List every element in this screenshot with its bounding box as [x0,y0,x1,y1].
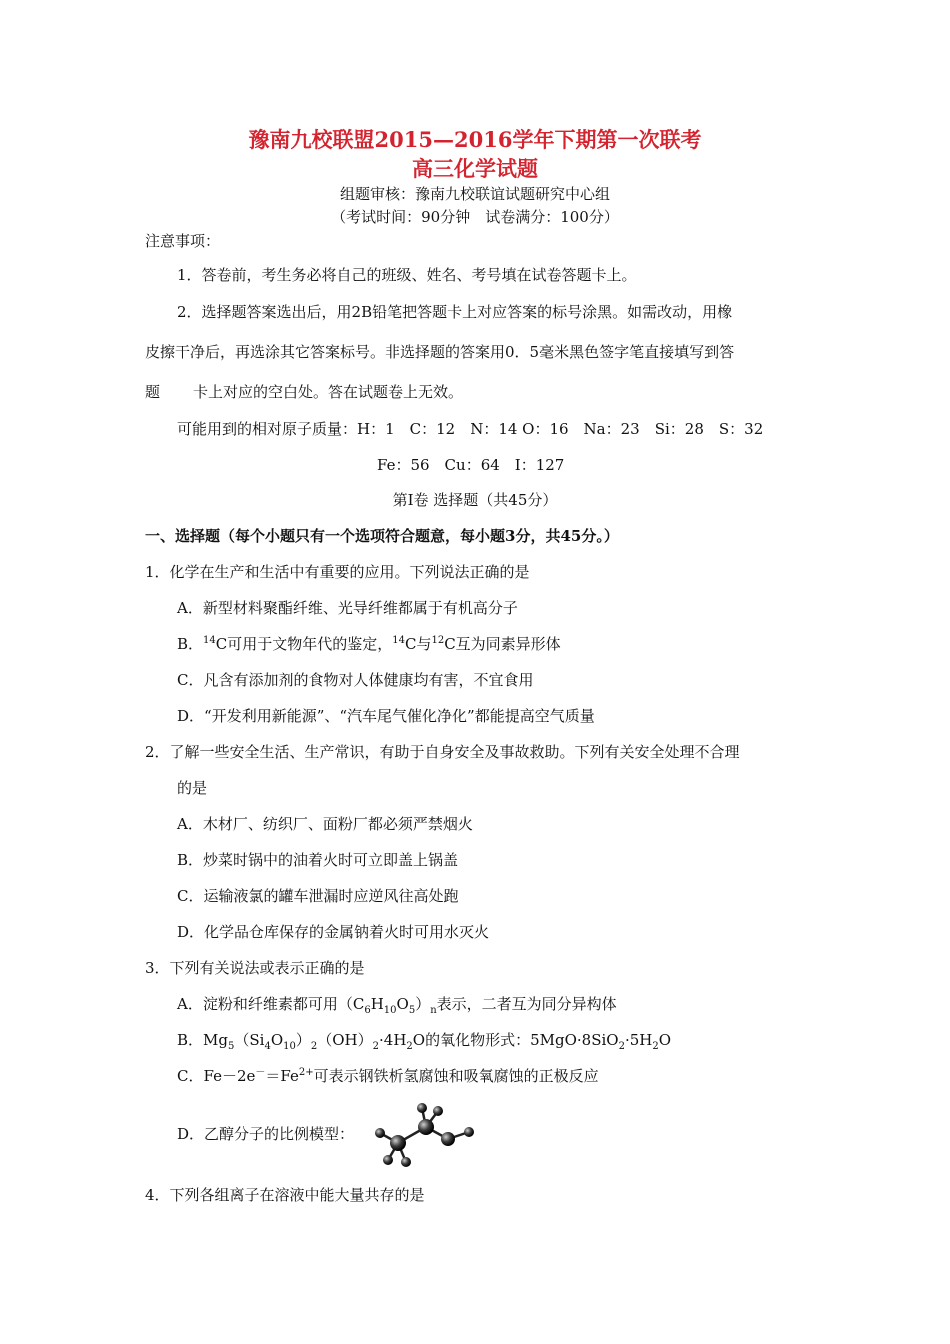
q1-option-b: B．$^{14}$C可用于文物年代的鉴定，$^{14}$C与$^{12}$C互为同素异形体 [177,635,561,653]
reviewer-line: 组题审核：豫南九校联谊试题研究中心组 [339,185,610,203]
note-2-line3b: 卡上对应的空白处。答在试题卷上无效。 [193,383,464,401]
notes-heading: 注意事项： [145,232,221,250]
exam-subtitle: 高三化学试题 [412,156,538,181]
q3-stem: 3．下列有关说法或表示正确的是 [145,959,365,977]
note-2-line3a: 题 [145,383,161,401]
q1-option-d: D．“开发利用新能源”、“汽车尾气催化净化”都能提高空气质量 [177,707,595,725]
q1-option-a: A．新型材料聚酯纤维、光导纤维都属于有机高分子 [177,599,518,617]
exam-title: 豫南九校联盟2015—2016学年下期第一次联考 [248,127,702,152]
note-1: 1．答卷前，考生务必将自己的班级、姓名、考号填在试卷答题卡上。 [177,266,637,284]
q1-option-c: C．凡含有添加剂的食物对人体健康均有害，不宜食用 [177,671,534,689]
q2-option-b: B．炒菜时锅中的油着火时可立即盖上锅盖 [177,851,459,869]
ethanol-model-figure [368,1100,480,1172]
q3-option-c: C．$Fe-2e^-=Fe^{2+}$可表示钢铁析氢腐蚀和吸氧腐蚀的正极反应 [177,1067,599,1085]
q3-option-b: B．$Mg_5(Si_4O_{10})_2(OH)_2\cdot 4H_2O$的氧化物形式：$5MgO\cdot 8SiO_2\cdot 5H_2O$ [177,1031,672,1052]
q3-option-a: A．淀粉和纤维素都可用$(C_6H_{10}O_5)_n$表示，二者互为同分异构体 [177,995,617,1016]
q4-stem: 4．下列各组离子在溶液中能大量共存的是 [145,1186,425,1204]
q3-option-d: D．乙醇分子的比例模型： [177,1125,355,1143]
bonds [380,1108,469,1162]
exam-info: （考试时间：90分钟 试卷满分：100分） [331,208,619,226]
q2-stem-line2: 的是 [177,779,208,797]
section-heading: 一、选择题（每个小题只有一个选项符合题意，每小题3分，共45分。） [145,527,619,545]
q2-option-d: D．化学品仓库保存的金属钠着火时可用水灭火 [177,923,490,941]
q2-option-c: C．运输液氯的罐车泄漏时应逆风往高处跑 [177,887,459,905]
q2-stem-line1: 2．了解一些安全生活、生产常识，有助于自身安全及事故救助。下列有关安全处理不合理 [145,743,740,761]
atomic-masses-2: Fe：56 Cu：64 I：127 [377,456,565,474]
note-2-line2: 皮擦干净后，再选涂其它答案标号。非选择题的答案用0．5毫米黑色签字笔直接填写到答 [145,343,735,361]
q2-option-a: A．木材厂、纺织厂、面粉厂都必须严禁烟火 [177,815,473,833]
note-2-line1: 2．选择题答案选出后，用2B铅笔把答题卡上对应答案的标号涂黑。如需改动，用橡 [177,303,733,321]
part1-title: 第Ⅰ卷 选择题（共45分） [392,491,558,509]
q1-stem: 1．化学在生产和生活中有重要的应用。下列说法正确的是 [145,563,530,581]
atomic-masses-1: 可能用到的相对原子质量：H：1 C：12 N：14 O：16 Na：23 Si：28 S：32 [177,420,764,438]
